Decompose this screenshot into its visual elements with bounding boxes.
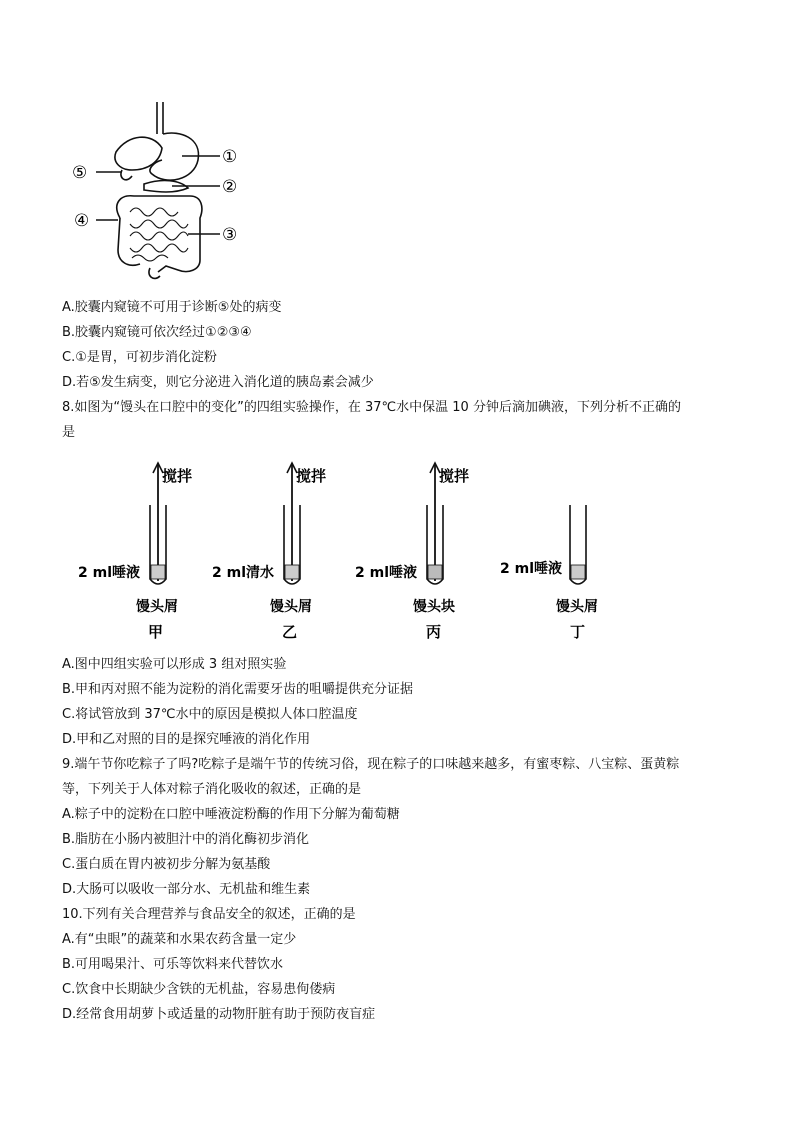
tube-sample (571, 565, 585, 579)
q8-option-d: D.甲和乙对照的目的是探究唾液的消化作用 (62, 732, 311, 747)
digestive-system-diagram (62, 100, 252, 282)
tube-content-label: 馒头屑 (136, 599, 178, 615)
tube-name-label: 丙 (426, 623, 442, 641)
q10-option-d: D.经常食用胡萝卜或适量的动物肝脏有助于预防夜盲症 (62, 1007, 376, 1022)
q10-option-a: A.有“虫眼”的蔬菜和水果农药含量一定少 (62, 932, 297, 947)
tube-liquid-label: 2 ml唾液 (355, 565, 418, 581)
q8-option-a: A.图中四组实验可以形成 3 组对照实验 (62, 657, 287, 672)
tube-bing (355, 463, 469, 641)
gallbladder (121, 170, 132, 180)
q9-stem-line-1: 9.端午节你吃粽子了吗?吃粽子是端午节的传统习俗，现在粽子的口味越来越多，有蜜枣粽、八宝粽、蛋黄粽 (62, 757, 680, 772)
q7-option-a: A.胶囊内窥镜不可用于诊断⑤处的病变 (62, 300, 282, 315)
test-tube-diagram (66, 455, 626, 645)
digestive-system-figure (62, 100, 252, 282)
tube-yi (212, 463, 326, 641)
q9-option-a: A.粽子中的淀粉在口腔中唾液淀粉酶的作用下分解为葡萄糖 (62, 807, 400, 822)
tube-content-label: 馒头屑 (270, 599, 312, 615)
tube-jia (78, 463, 192, 641)
label-2: ② (222, 177, 238, 197)
label-5: ⑤ (72, 163, 88, 183)
stir-label: 搅拌 (296, 467, 327, 485)
q9-option-d: D.大肠可以吸收一部分水、无机盐和维生素 (62, 882, 311, 897)
label-4: ④ (74, 211, 90, 231)
tube-liquid-label: 2 ml唾液 (78, 565, 141, 581)
q8-option-b: B.甲和丙对照不能为淀粉的消化需要牙齿的咀嚼提供充分证据 (62, 682, 414, 697)
tube-name-label: 丁 (570, 623, 586, 641)
stir-label: 搅拌 (439, 467, 470, 485)
tube-ding (500, 505, 598, 641)
rectum (149, 268, 160, 278)
q7-option-b: B.胶囊内窥镜可依次经过①②③④ (62, 325, 252, 340)
stir-label: 搅拌 (162, 467, 193, 485)
liver (115, 137, 162, 170)
tube-liquid-label: 2 ml唾液 (500, 561, 563, 577)
tube-name-label: 乙 (282, 623, 298, 641)
q9-stem-line-2: 等，下列关于人体对粽子消化吸收的叙述，正确的是 (62, 782, 362, 797)
esophagus (157, 102, 163, 134)
tube-liquid-label: 2 ml清水 (212, 565, 275, 581)
large-intestine-left (118, 218, 140, 265)
q10-stem: 10.下列有关合理营养与食品安全的叙述，正确的是 (62, 907, 356, 922)
q9-option-b: B.脂肪在小肠内被胆汁中的消化酶初步消化 (62, 832, 310, 847)
q7-option-d: D.若⑤发生病变，则它分泌进入消化道的胰岛素会减少 (62, 375, 374, 390)
label-1: ① (222, 147, 238, 167)
tube-sample (285, 565, 299, 579)
test-tube-figure (66, 455, 626, 645)
q8-stem-line-2: 是 (62, 425, 76, 440)
tube-sample (151, 565, 165, 579)
q7-option-c: C.①是胃，可初步消化淀粉 (62, 350, 217, 365)
q8-option-c: C.将试管放到 37℃水中的原因是模拟人体口腔温度 (62, 707, 358, 722)
q9-option-c: C.蛋白质在胃内被初步分解为氨基酸 (62, 857, 271, 872)
tube-content-label: 馒头块 (413, 599, 455, 615)
small-intestine (130, 208, 188, 261)
label-3: ③ (222, 225, 238, 245)
tube-content-label: 馒头屑 (556, 599, 598, 615)
tube-sample (428, 565, 442, 579)
q10-option-b: B.可用喝果汁、可乐等饮料来代替饮水 (62, 957, 284, 972)
q10-option-c: C.饮食中长期缺少含铁的无机盐，容易患佝偻病 (62, 982, 336, 997)
q8-stem-line-1: 8.如图为“馒头在口腔中的变化”的四组实验操作，在 37℃水中保温 10 分钟后滴加碘液，下列分析不正确的 (62, 400, 681, 415)
tube-name-label: 甲 (148, 623, 164, 641)
